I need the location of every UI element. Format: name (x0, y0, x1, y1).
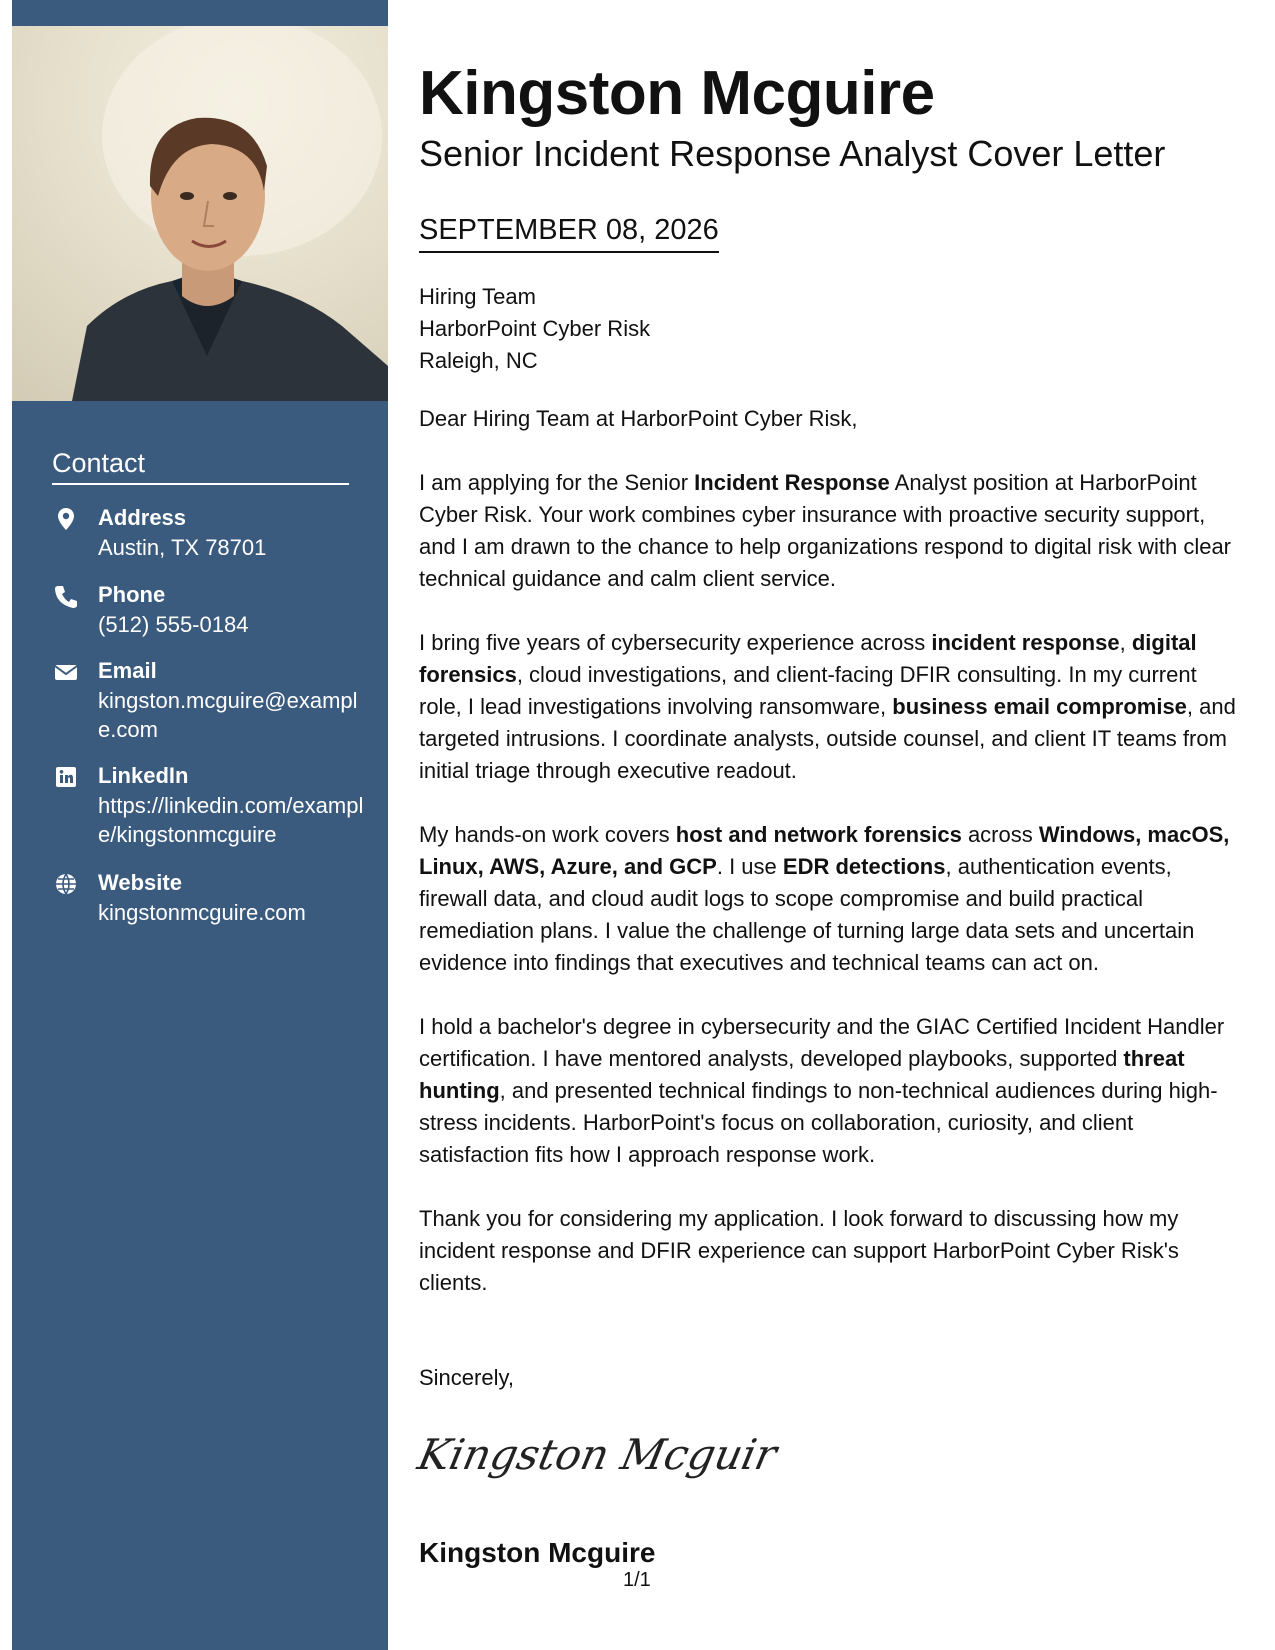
letter-body (419, 403, 1239, 1331)
address-label: Address (98, 505, 187, 530)
recipient-location: Raleigh, NC (419, 348, 538, 373)
location-pin-icon (52, 505, 80, 533)
website-value[interactable]: kingstonmcguire.com (98, 900, 306, 925)
linkedin-label: LinkedIn (98, 763, 189, 788)
paragraph-4: I hold a bachelor's degree in cybersecurity and the GIAC Certified Incident Handler certification. I have mentored analysts, developed playbooks, supported threat hunting, and presented technical findings to non-technical audiences during high-stress incidents. HarborPoint's focus on collaboration, curiosity, and client satisfaction fits how I approach response work. (419, 1014, 1225, 1167)
closing: Sincerely, (419, 1365, 514, 1390)
paragraph-5: Thank you for considering my application. I look forward to discussing how my incident response and DFIR experience can support HarborPoint Cyber Risk's clients. (419, 1206, 1179, 1295)
email-value[interactable]: kingston.mcguire@example.com (98, 688, 358, 742)
email-label: Email (98, 658, 157, 683)
applicant-name: Kingston Mcguire (419, 59, 935, 128)
contact-heading: Contact (52, 448, 349, 485)
paragraph-2: I bring five years of cybersecurity experience across incident response, digital forensics, cloud investigations, and client-facing DFIR consulting. In my current role, I lead investigations involving ransomware, business email compromise, and targeted intrusions. I coordinate analysts, outside counsel, and client IT teams from initial triage through executive readout. (419, 630, 1236, 783)
phone-value: (512) 555-0184 (98, 612, 249, 637)
paragraph-3: My hands-on work covers host and network forensics across Windows, macOS, Linux, AWS, Azure, and GCP. I use EDR detections, authentication events, firewall data, and cloud audit logs to scope compromise and build practical remediation plans. I value the challenge of turning large data sets and uncertain evidence into findings that executives and technical teams can act on. (419, 822, 1230, 975)
signer-name: Kingston Mcguire (419, 1537, 656, 1568)
paragraph-1: I am applying for the Senior Incident Response Analyst position at HarborPoint Cyber Risk. Your work combines cyber insurance with proactive security support, and I am drawn to the chance to help organizations respond to digital risk with clear technical guidance and calm client service. (419, 470, 1232, 591)
letter-date: SEPTEMBER 08, 2026 (419, 214, 719, 253)
salutation: Dear Hiring Team at HarborPoint Cyber Risk, (419, 406, 858, 431)
recipient-block (419, 281, 650, 377)
handwritten-signature: Kingston Mcguir (413, 1430, 782, 1479)
phone-label: Phone (98, 582, 166, 607)
page-number: 1/1 (623, 1569, 651, 1591)
email-icon (52, 658, 80, 686)
profile-photo (12, 26, 388, 401)
letter-title: Senior Incident Response Analyst Cover Letter (419, 133, 1166, 174)
address-value: Austin, TX 78701 (98, 535, 267, 560)
website-label: Website (98, 870, 182, 895)
recipient-company: HarborPoint Cyber Risk (419, 316, 651, 341)
phone-icon (52, 582, 80, 610)
linkedin-value[interactable]: https://linkedin.com/example/kingstonmcguire (98, 793, 364, 847)
linkedin-icon (52, 763, 80, 791)
recipient-line: Hiring Team (419, 284, 536, 309)
globe-icon (52, 870, 80, 898)
